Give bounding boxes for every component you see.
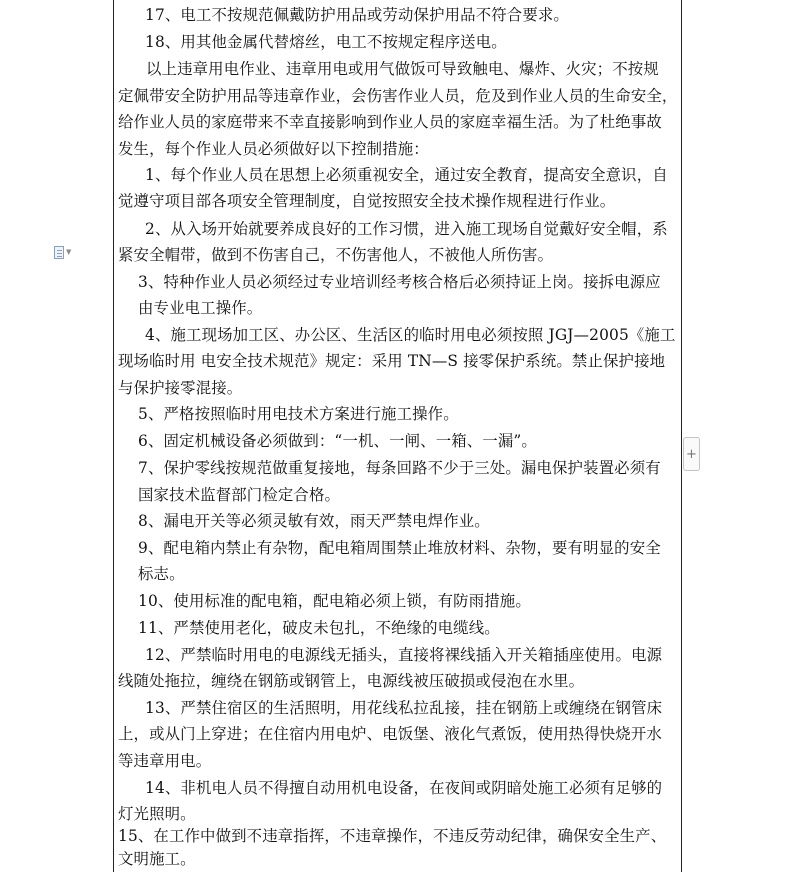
text-line: 8、漏电开关等必须灵敏有效，雨天严禁电焊作业。 [138,512,490,530]
text-line: 2、从入场开始就要养成良好的工作习惯，进入施工现场自觉戴好安全帽，系 [145,220,668,238]
text-line: 7、保护零线按规范做重复接地，每条回路不少于三处。漏电保护装置必须有 [138,459,661,477]
text-line: 18、用其他金属代替熔丝，电工不按规定程序送电。 [145,33,507,51]
text-line: 定佩带安全防护用品等违章作业，会伤害作业人员，危及到作业人员的生命安全， [118,87,678,105]
text-line: 15、在工作中做到不违章指挥，不违章操作，不违反劳动纪律，确保安全生产、 [118,827,667,845]
text-line: 线随处拖拉，缠绕在钢筋或钢管上，电源线被压破损或侵泡在水里。 [118,672,585,690]
text-line: 1、每个作业人员在思想上必须重视安全，通过安全教育，提高安全意识，自 [145,166,668,184]
text-line: 10、使用标准的配电箱，配电箱必须上锁，有防雨措施。 [138,592,531,610]
text-line: 发生，每个作业人员必须做好以下控制措施： [118,140,429,158]
text-line: 13、严禁住宿区的生活照明，用花线私拉乱接，挂在钢筋上或缠绕在钢管床 [145,699,663,717]
text-line: 标志。 [138,565,185,583]
text-line: 17、电工不按规范佩戴防护用品或劳动保护用品不符合要求。 [145,6,569,24]
page-left-border [113,0,114,872]
text-line: 由专业电工操作。 [138,299,263,317]
text-line: 以上违章用电作业、违章用电或用气做饭可导致触电、爆炸、火灾；不按规 [146,60,659,78]
text-line: 5、严格按照临时用电技术方案进行施工操作。 [138,405,459,423]
paragraph-menu-button[interactable] [54,244,78,260]
text-line: 6、固定机械设备必须做到：“一机、一闸、一箱、一漏”。 [138,432,537,450]
text-line: 上，或从门上穿进；在住宿内用电炉、电饭堡、液化气煮饭，使用热得快烧开水 [118,725,662,743]
text-line: 灯光照明。 [118,805,196,823]
text-line: 11、严禁使用老化，破皮未包扎，不绝缘的电缆线。 [138,619,500,637]
text-line: 国家技术监督部门检定合格。 [138,486,341,504]
text-line: 文明施工。 [118,850,196,868]
text-line: 14、非机电人员不得擅自动用机电设备，在夜间或阴暗处施工必须有足够的 [145,779,663,797]
text-line: 给作业人员的家庭带来不幸直接影响到作业人员的家庭幸福生活。为了杜绝事故 [118,113,662,131]
text-line: 等违章用电。 [118,752,212,770]
plus-icon: + [686,446,697,462]
chevron-down-icon: ▼ [66,247,72,256]
text-line: 紧安全帽带，做到不伤害自己，不伤害他人，不被他人所伤害。 [118,246,554,264]
text-line: 4、施工现场加工区、办公区、生活区的临时用电必须按照 JGJ—2005《施工 [145,326,676,344]
text-line: 3、特种作业人员必须经过专业培训经考核合格后必须持证上岗。接拆电源应 [138,273,661,291]
text-line: 现场临时用 电安全技术规范》规定：采用 TN—S 接零保护系统。禁止保护接地 [118,352,666,370]
text-line: 12、严禁临时用电的电源线无插头，直接将裸线插入开关箱插座使用。电源 [145,646,663,664]
text-line: 9、配电箱内禁止有杂物，配电箱周围禁止堆放材料、杂物，要有明显的安全 [138,539,661,557]
text-line: 与保护接零混接。 [118,379,243,397]
text-line: 觉遵守项目部各项安全管理制度，自觉按照安全技术操作规程进行作业。 [118,192,616,210]
document-icon [54,246,64,259]
